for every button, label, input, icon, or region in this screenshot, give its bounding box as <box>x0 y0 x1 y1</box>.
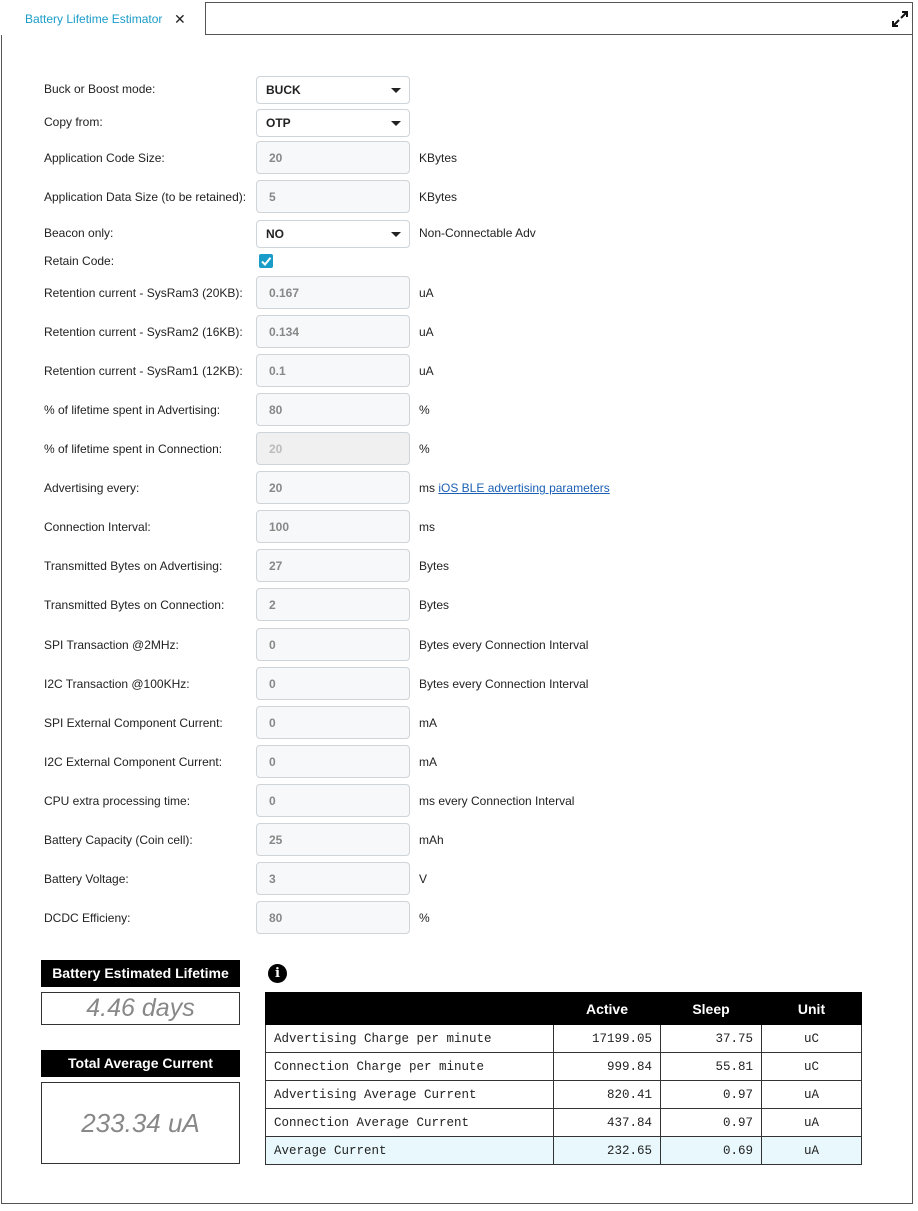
row-sleep: 0.97 <box>661 1081 762 1109</box>
batt-cap-input[interactable] <box>256 823 410 856</box>
spi-ext-input[interactable] <box>256 706 410 739</box>
results-table-header <box>266 993 862 1025</box>
spi-ext-label: SPI External Component Current: <box>44 716 223 730</box>
data-size-unit: KBytes <box>419 190 458 204</box>
lifetime-title: Battery Estimated Lifetime <box>41 960 240 987</box>
checkmark-icon <box>259 254 273 268</box>
data-size-input[interactable] <box>256 180 410 213</box>
ret-sysram2-label: Retention current - SysRam2 (16KB): <box>44 325 243 339</box>
lifetime-value: 4.46 days <box>41 992 240 1025</box>
adv-every-unit: ms <box>419 481 435 495</box>
copy-from-value: OTP <box>266 116 291 130</box>
cpu-extra-input[interactable] <box>256 784 410 817</box>
code-size-input[interactable] <box>256 141 410 174</box>
pct-adv-input[interactable] <box>256 393 410 426</box>
batt-cap-unit: mAh <box>419 833 444 847</box>
info-icon[interactable]: i <box>268 964 287 983</box>
row-unit: uC <box>762 1053 862 1081</box>
row-active: 820.41 <box>554 1081 661 1109</box>
tx-adv-unit: Bytes <box>419 559 450 573</box>
batt-volt-input[interactable] <box>256 862 410 895</box>
table-row-average <box>266 1137 862 1165</box>
table-row <box>266 1053 862 1081</box>
tx-conn-input[interactable] <box>256 588 410 621</box>
avg-current-title: Total Average Current <box>41 1050 240 1077</box>
dcdc-eff-input[interactable] <box>256 901 410 934</box>
row-active: 232.65 <box>554 1137 661 1165</box>
row-sleep: 0.69 <box>661 1137 762 1165</box>
row-unit: uA <box>762 1109 862 1137</box>
copy-from-select[interactable] <box>256 109 410 137</box>
retain-code-checkbox[interactable] <box>259 254 273 268</box>
tx-adv-input[interactable] <box>256 549 410 582</box>
row-sleep: 55.81 <box>661 1053 762 1081</box>
ret-sysram3-input[interactable] <box>256 276 410 309</box>
adv-every-unit-wrap <box>419 481 610 495</box>
row-active: 17199.05 <box>554 1025 661 1053</box>
row-active: 999.84 <box>554 1053 661 1081</box>
cpu-extra-label: CPU extra processing time: <box>44 794 191 808</box>
conn-interval-label: Connection Interval: <box>44 520 151 534</box>
ret-sysram2-unit: uA <box>419 325 434 339</box>
ret-sysram1-label: Retention current - SysRam1 (12KB): <box>44 364 243 378</box>
tab-bar-line <box>206 34 913 35</box>
spi-ext-unit: mA <box>419 716 437 730</box>
buck-boost-value: BUCK <box>266 83 301 97</box>
pct-adv-unit: % <box>419 403 430 417</box>
pct-conn-unit: % <box>419 442 430 456</box>
row-label: Average Current <box>266 1137 554 1165</box>
adv-every-label: Advertising every: <box>44 481 140 495</box>
i2c-tx-input[interactable] <box>256 667 410 700</box>
header-active: Active <box>554 993 661 1025</box>
ret-sysram1-unit: uA <box>419 364 434 378</box>
table-row <box>266 1081 862 1109</box>
caret-down-icon <box>391 88 401 93</box>
row-label: Connection Charge per minute <box>266 1053 554 1081</box>
i2c-ext-label: I2C External Component Current: <box>44 755 223 769</box>
row-unit: uA <box>762 1081 862 1109</box>
ret-sysram2-input[interactable] <box>256 315 410 348</box>
tx-conn-label: Transmitted Bytes on Connection: <box>44 598 225 612</box>
batt-volt-unit: V <box>419 872 428 886</box>
spi-tx-unit: Bytes every Connection Interval <box>419 638 589 652</box>
table-row <box>266 1025 862 1053</box>
batt-volt-label: Battery Voltage: <box>44 872 129 886</box>
tx-adv-label: Transmitted Bytes on Advertising: <box>44 559 223 573</box>
close-icon[interactable]: ✕ <box>174 11 186 27</box>
row-sleep: 37.75 <box>661 1025 762 1053</box>
i2c-tx-label: I2C Transaction @100KHz: <box>44 677 190 691</box>
tab-title[interactable]: Battery Lifetime Estimator <box>25 12 163 26</box>
dcdc-eff-unit: % <box>419 911 430 925</box>
header-empty <box>266 993 554 1025</box>
row-label: Advertising Average Current <box>266 1081 554 1109</box>
caret-down-icon <box>391 232 401 237</box>
data-size-label: Application Data Size (to be retained): <box>44 190 247 204</box>
header-unit: Unit <box>762 993 862 1025</box>
row-unit: uA <box>762 1137 862 1165</box>
code-size-label: Application Code Size: <box>44 151 165 165</box>
beacon-only-select[interactable] <box>256 220 410 248</box>
dcdc-eff-label: DCDC Efficieny: <box>44 911 131 925</box>
conn-interval-input[interactable] <box>256 510 410 543</box>
pct-conn-label: % of lifetime spent in Connection: <box>44 442 223 456</box>
tx-conn-unit: Bytes <box>419 598 450 612</box>
tab-battery-lifetime-estimator[interactable] <box>1 2 206 35</box>
beacon-only-value: NO <box>266 227 284 241</box>
i2c-ext-unit: mA <box>419 755 437 769</box>
ret-sysram3-label: Retention current - SysRam3 (20KB): <box>44 286 243 300</box>
i2c-tx-unit: Bytes every Connection Interval <box>419 677 589 691</box>
row-sleep: 0.97 <box>661 1109 762 1137</box>
pct-adv-label: % of lifetime spent in Advertising: <box>44 403 221 417</box>
avg-current-value: 233.34 uA <box>41 1082 240 1164</box>
spi-tx-input[interactable] <box>256 628 410 661</box>
adv-every-input[interactable] <box>256 471 410 504</box>
beacon-only-label: Beacon only: <box>44 226 114 240</box>
ret-sysram1-input[interactable] <box>256 354 410 387</box>
retain-code-label: Retain Code: <box>44 254 115 268</box>
caret-down-icon <box>391 121 401 126</box>
i2c-ext-input[interactable] <box>256 745 410 778</box>
code-size-unit: KBytes <box>419 151 458 165</box>
buck-boost-label: Buck or Boost mode: <box>44 82 156 96</box>
expand-icon[interactable] <box>890 9 910 29</box>
cpu-extra-unit: ms every Connection Interval <box>419 794 575 808</box>
row-active: 437.84 <box>554 1109 661 1137</box>
row-label: Connection Average Current <box>266 1109 554 1137</box>
beacon-only-note: Non-Connectable Adv <box>419 226 536 240</box>
copy-from-label: Copy from: <box>44 115 103 129</box>
batt-cap-label: Battery Capacity (Coin cell): <box>44 833 193 847</box>
header-sleep: Sleep <box>661 993 762 1025</box>
table-row <box>266 1109 862 1137</box>
conn-interval-unit: ms <box>419 520 435 534</box>
row-label: Advertising Charge per minute <box>266 1025 554 1053</box>
row-unit: uC <box>762 1025 862 1053</box>
buck-boost-select[interactable] <box>256 76 410 104</box>
spi-tx-label: SPI Transaction @2MHz: <box>44 638 179 652</box>
results-table <box>265 992 862 1165</box>
ios-ble-advertising-link[interactable]: iOS BLE advertising parameters <box>438 481 610 495</box>
ret-sysram3-unit: uA <box>419 286 434 300</box>
pct-conn-input <box>256 432 410 465</box>
